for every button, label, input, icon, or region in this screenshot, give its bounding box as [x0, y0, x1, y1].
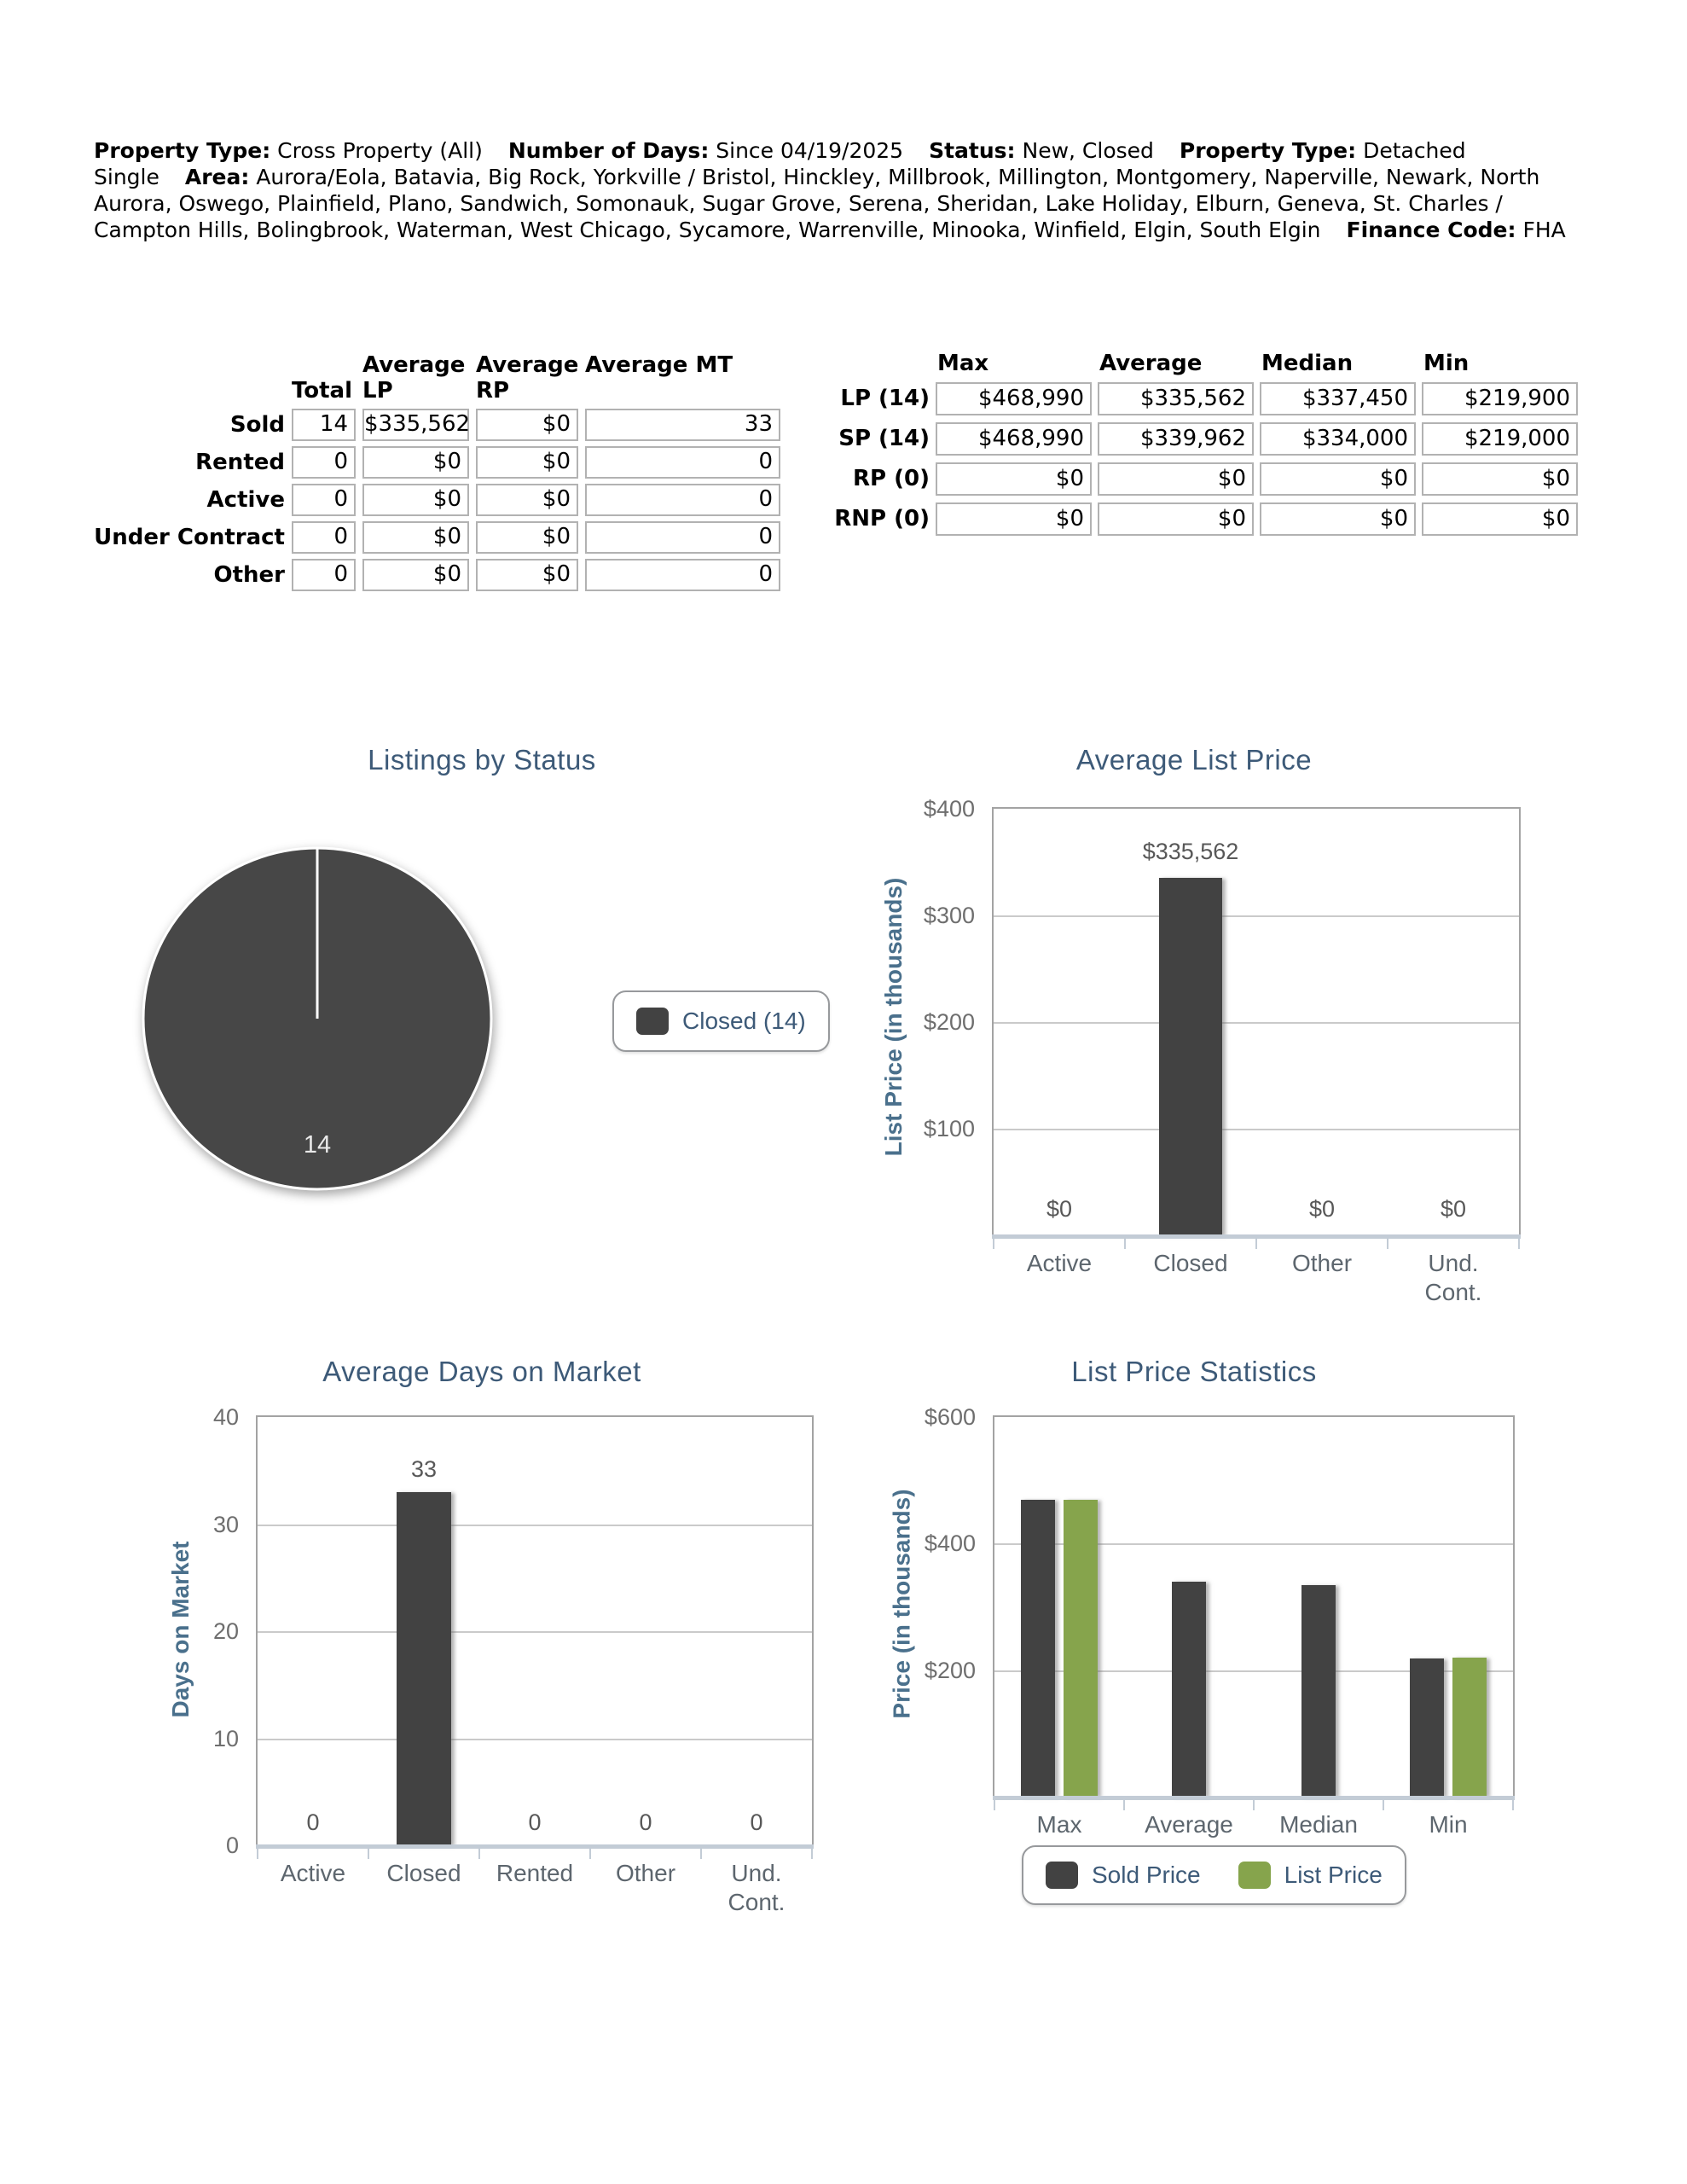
- column-header-average: Average: [1099, 351, 1203, 376]
- bar-value-label: $0: [1046, 1196, 1073, 1222]
- table-cell: $337,450: [1260, 382, 1416, 415]
- row-header-sold: Sold: [229, 412, 285, 438]
- bar-slot-closed: [1125, 809, 1256, 1235]
- category-label-active: Active: [1026, 1250, 1093, 1276]
- avg-list-price-plot: [923, 796, 1521, 1305]
- bar-value-label: $335,562: [1142, 838, 1239, 864]
- category-label-rented: Rented: [496, 1860, 574, 1886]
- bar-slot-active: [994, 809, 1125, 1235]
- avg-list-price-y-axis-label: List Price (in thousands): [880, 877, 907, 1157]
- x-axis-tick: [1253, 1797, 1255, 1810]
- category-label-active: Active: [280, 1860, 346, 1886]
- x-axis-tick: [589, 1845, 591, 1859]
- y-axis-tick: 30: [212, 1511, 239, 1537]
- table-cell: $0: [1098, 502, 1254, 536]
- category-label-average: Average: [1145, 1811, 1233, 1838]
- x-axis-tick: [700, 1845, 702, 1859]
- list-price-stats-plot: [924, 1404, 1515, 1838]
- table-cell: $0: [1422, 462, 1578, 496]
- table-cell: $0: [476, 484, 578, 516]
- sold-price-swatch-icon: [1046, 1862, 1078, 1889]
- x-axis-tick: [257, 1845, 258, 1859]
- table-cell: $0: [476, 521, 578, 554]
- column-header-average-mt: Average MT: [585, 352, 733, 378]
- table-cell: $0: [936, 502, 1092, 536]
- bar-average-sold-price: [1172, 1582, 1206, 1797]
- pie-legend: [612, 990, 830, 1052]
- row-header-under-contract: Under Contract: [94, 525, 285, 550]
- criteria-label: Property Type:: [94, 138, 271, 163]
- table-cell: $0: [476, 559, 578, 591]
- column-header-max: Max: [937, 351, 989, 376]
- x-axis-line: [256, 1844, 814, 1849]
- table-cell: $219,900: [1422, 382, 1578, 415]
- bar-max-list-price: [1064, 1500, 1098, 1797]
- bar-value-label: 0: [528, 1809, 542, 1835]
- x-axis-tick: [1387, 1235, 1388, 1249]
- bar-slot-max: [994, 1417, 1124, 1797]
- y-axis-tick: $300: [923, 903, 975, 928]
- category-label-max: Max: [1036, 1811, 1082, 1838]
- x-axis-tick: [811, 1845, 813, 1859]
- table-cell: 0: [292, 446, 356, 479]
- category-label-und-cont: Und. Cont.: [1424, 1250, 1482, 1305]
- table-cell: 14: [292, 409, 356, 441]
- x-axis-tick: [1124, 1235, 1126, 1249]
- avg-list-price-title: Average List Price: [1075, 744, 1313, 775]
- criteria-value: FHA: [1522, 218, 1566, 242]
- x-axis-tick: [993, 1235, 994, 1249]
- bar-pair: [1124, 1417, 1254, 1797]
- avg-days-plot: [212, 1404, 814, 1915]
- criteria-value: Since 04/19/2025: [716, 138, 904, 163]
- category-label-und-cont: Und. Cont.: [728, 1860, 786, 1915]
- criteria-label: Area:: [184, 165, 250, 189]
- y-axis-tick: 10: [212, 1725, 239, 1751]
- bar-median-sold-price: [1301, 1585, 1336, 1797]
- bar-slot-und-cont: [1388, 809, 1519, 1235]
- criteria-label: Property Type:: [1179, 138, 1357, 163]
- bar-max-sold-price: [1021, 1500, 1055, 1797]
- table-cell: $0: [1260, 462, 1416, 496]
- table-cell: $0: [362, 484, 469, 516]
- criteria-value: Aurora/Eola, Batavia, Big Rock, Yorkville / Bristol, Hinckley, Millbrook, Millington, Montgomery, Naperville, Newark, North Aurora, Oswego, Plainfield, Plano, Sandwich, Somonauk, Sugar Grove, Serena, Sheridan, Lake Holiday, Elburn, Geneva, St. Charles / Campton Hills, Bolingbrook, Waterman, West Chicago, Sycamore, Warrenville, Minooka, Winfield, Elgin, South Elgin: [94, 165, 1540, 242]
- bar-slot-average: [1124, 1417, 1254, 1797]
- table-cell: $0: [476, 446, 578, 479]
- x-axis-tick: [478, 1845, 480, 1859]
- bar-pair: [1383, 1417, 1513, 1797]
- y-axis-tick: $100: [923, 1116, 975, 1141]
- corner-cell: [827, 351, 930, 375]
- category-axis: [994, 1810, 1513, 1839]
- category-label-other: Other: [615, 1860, 676, 1886]
- x-axis-tick: [1518, 1235, 1520, 1249]
- pie-slice-value-label: 14: [303, 1131, 332, 1159]
- y-axis-tick: 0: [225, 1833, 239, 1858]
- bar-slot-rented: [479, 1417, 590, 1845]
- bar-min-list-price: [1452, 1658, 1487, 1797]
- bar-pair: [994, 1417, 1124, 1797]
- bar-area: [258, 1417, 812, 1845]
- x-axis-tick: [994, 1797, 995, 1810]
- bar-value-label: $0: [1308, 1196, 1336, 1222]
- y-axis-tick: $200: [924, 1657, 976, 1683]
- table-cell: $468,990: [936, 382, 1092, 415]
- table-cell: $339,962: [1098, 422, 1254, 456]
- bar-area: [994, 1417, 1513, 1797]
- x-axis-tick: [1255, 1235, 1257, 1249]
- y-axis-tick: $600: [924, 1404, 976, 1430]
- row-header-other: Other: [213, 562, 285, 588]
- table-cell: 0: [292, 484, 356, 516]
- table-cell: $334,000: [1260, 422, 1416, 456]
- row-header-sp: SP (14): [838, 426, 930, 451]
- closed-swatch-icon: [636, 1008, 669, 1035]
- row-header-active: Active: [206, 487, 285, 513]
- pie-chart-title: Listings by Status: [368, 744, 596, 775]
- avg-days-y-axis-label: Days on Market: [167, 1541, 194, 1718]
- criteria-label: Finance Code:: [1346, 218, 1516, 242]
- x-axis-tick: [1512, 1797, 1514, 1810]
- price-stats-table: [827, 351, 1578, 536]
- criteria-label: Number of Days:: [507, 138, 710, 163]
- table-cell: 0: [585, 446, 780, 479]
- bar-slot-other: [590, 1417, 701, 1845]
- criteria-label: Status:: [929, 138, 1016, 163]
- y-axis-tick: 40: [212, 1404, 239, 1430]
- column-header-min: Min: [1423, 351, 1470, 376]
- column-header-median: Median: [1261, 351, 1354, 376]
- list-price-stats-y-axis-label: Price (in thousands): [888, 1489, 915, 1719]
- bar-value-label: 0: [750, 1809, 763, 1835]
- bar-closed: [397, 1492, 451, 1845]
- x-axis-tick: [368, 1845, 369, 1859]
- table-cell: 0: [585, 559, 780, 591]
- list-price-swatch-icon: [1238, 1862, 1271, 1889]
- table-cell: $219,000: [1422, 422, 1578, 456]
- report-criteria: [94, 137, 1602, 243]
- table-cell: $0: [362, 559, 469, 591]
- row-header-rented: Rented: [195, 450, 285, 475]
- criteria-value: Cross Property (All): [277, 138, 483, 163]
- summary-table: [94, 352, 780, 591]
- x-axis-tick: [1123, 1797, 1125, 1810]
- category-label-closed: Closed: [1153, 1250, 1228, 1276]
- bar-closed: [1159, 878, 1222, 1235]
- criteria-value: New, Closed: [1022, 138, 1154, 163]
- table-cell: $0: [476, 409, 578, 441]
- list-price-stats-title: List Price Statistics: [1071, 1356, 1317, 1387]
- table-cell: $335,562: [362, 409, 469, 441]
- category-label-min: Min: [1429, 1811, 1468, 1838]
- bar-slot-min: [1383, 1417, 1513, 1797]
- list-price-stats-legend: [1022, 1845, 1406, 1905]
- table-cell: $0: [936, 462, 1092, 496]
- bar-min-sold-price: [1410, 1658, 1444, 1797]
- table-cell: $0: [362, 446, 469, 479]
- bar-slot-active: [258, 1417, 368, 1845]
- category-axis: [258, 1859, 812, 1917]
- bar-value-label: 33: [410, 1455, 438, 1482]
- pie-legend-label: Closed (14): [682, 1008, 806, 1034]
- bar-slot-und-cont: [701, 1417, 812, 1845]
- y-axis-tick: $400: [923, 796, 975, 822]
- y-axis-tick: $200: [923, 1009, 975, 1035]
- bar-value-label: 0: [639, 1809, 652, 1835]
- row-header-rp: RP (0): [853, 466, 930, 491]
- category-label-median: Median: [1279, 1811, 1358, 1838]
- row-header-lp: LP (14): [840, 386, 930, 411]
- table-cell: 0: [292, 521, 356, 554]
- table-cell: 0: [585, 521, 780, 554]
- y-axis-tick: 20: [212, 1618, 239, 1644]
- table-cell: $335,562: [1098, 382, 1254, 415]
- legend-label-list-price: List Price: [1284, 1862, 1383, 1888]
- column-header-average-rp: Average RP: [476, 352, 579, 404]
- table-cell: 0: [292, 559, 356, 591]
- table-cell: $0: [362, 521, 469, 554]
- bar-slot-other: [1256, 809, 1388, 1235]
- table-cell: $468,990: [936, 422, 1092, 456]
- table-cell: 0: [585, 484, 780, 516]
- legend-label-sold-price: Sold Price: [1092, 1862, 1201, 1888]
- bar-value-label: 0: [306, 1809, 320, 1835]
- row-header-rnp: RNP (0): [834, 506, 930, 531]
- corner-cell: [94, 352, 285, 404]
- column-header-total: Total: [291, 378, 352, 404]
- bar-area: [994, 809, 1519, 1235]
- category-label-closed: Closed: [386, 1860, 461, 1886]
- y-axis-tick: $400: [924, 1531, 976, 1557]
- bar-pair: [1254, 1417, 1383, 1797]
- table-cell: $0: [1260, 502, 1416, 536]
- category-axis: [994, 1249, 1519, 1307]
- x-axis-tick: [1383, 1797, 1384, 1810]
- table-cell: $0: [1098, 462, 1254, 496]
- criteria-value: Detached Single: [94, 138, 1466, 189]
- column-header-average-lp: Average LP: [362, 352, 466, 404]
- category-label-other: Other: [1291, 1250, 1353, 1276]
- avg-days-title: Average Days on Market: [322, 1356, 641, 1387]
- bar-value-label: $0: [1440, 1196, 1467, 1222]
- bar-slot-closed: [368, 1417, 479, 1845]
- table-cell: $0: [1422, 502, 1578, 536]
- bar-slot-median: [1254, 1417, 1383, 1797]
- table-cell: 33: [585, 409, 780, 441]
